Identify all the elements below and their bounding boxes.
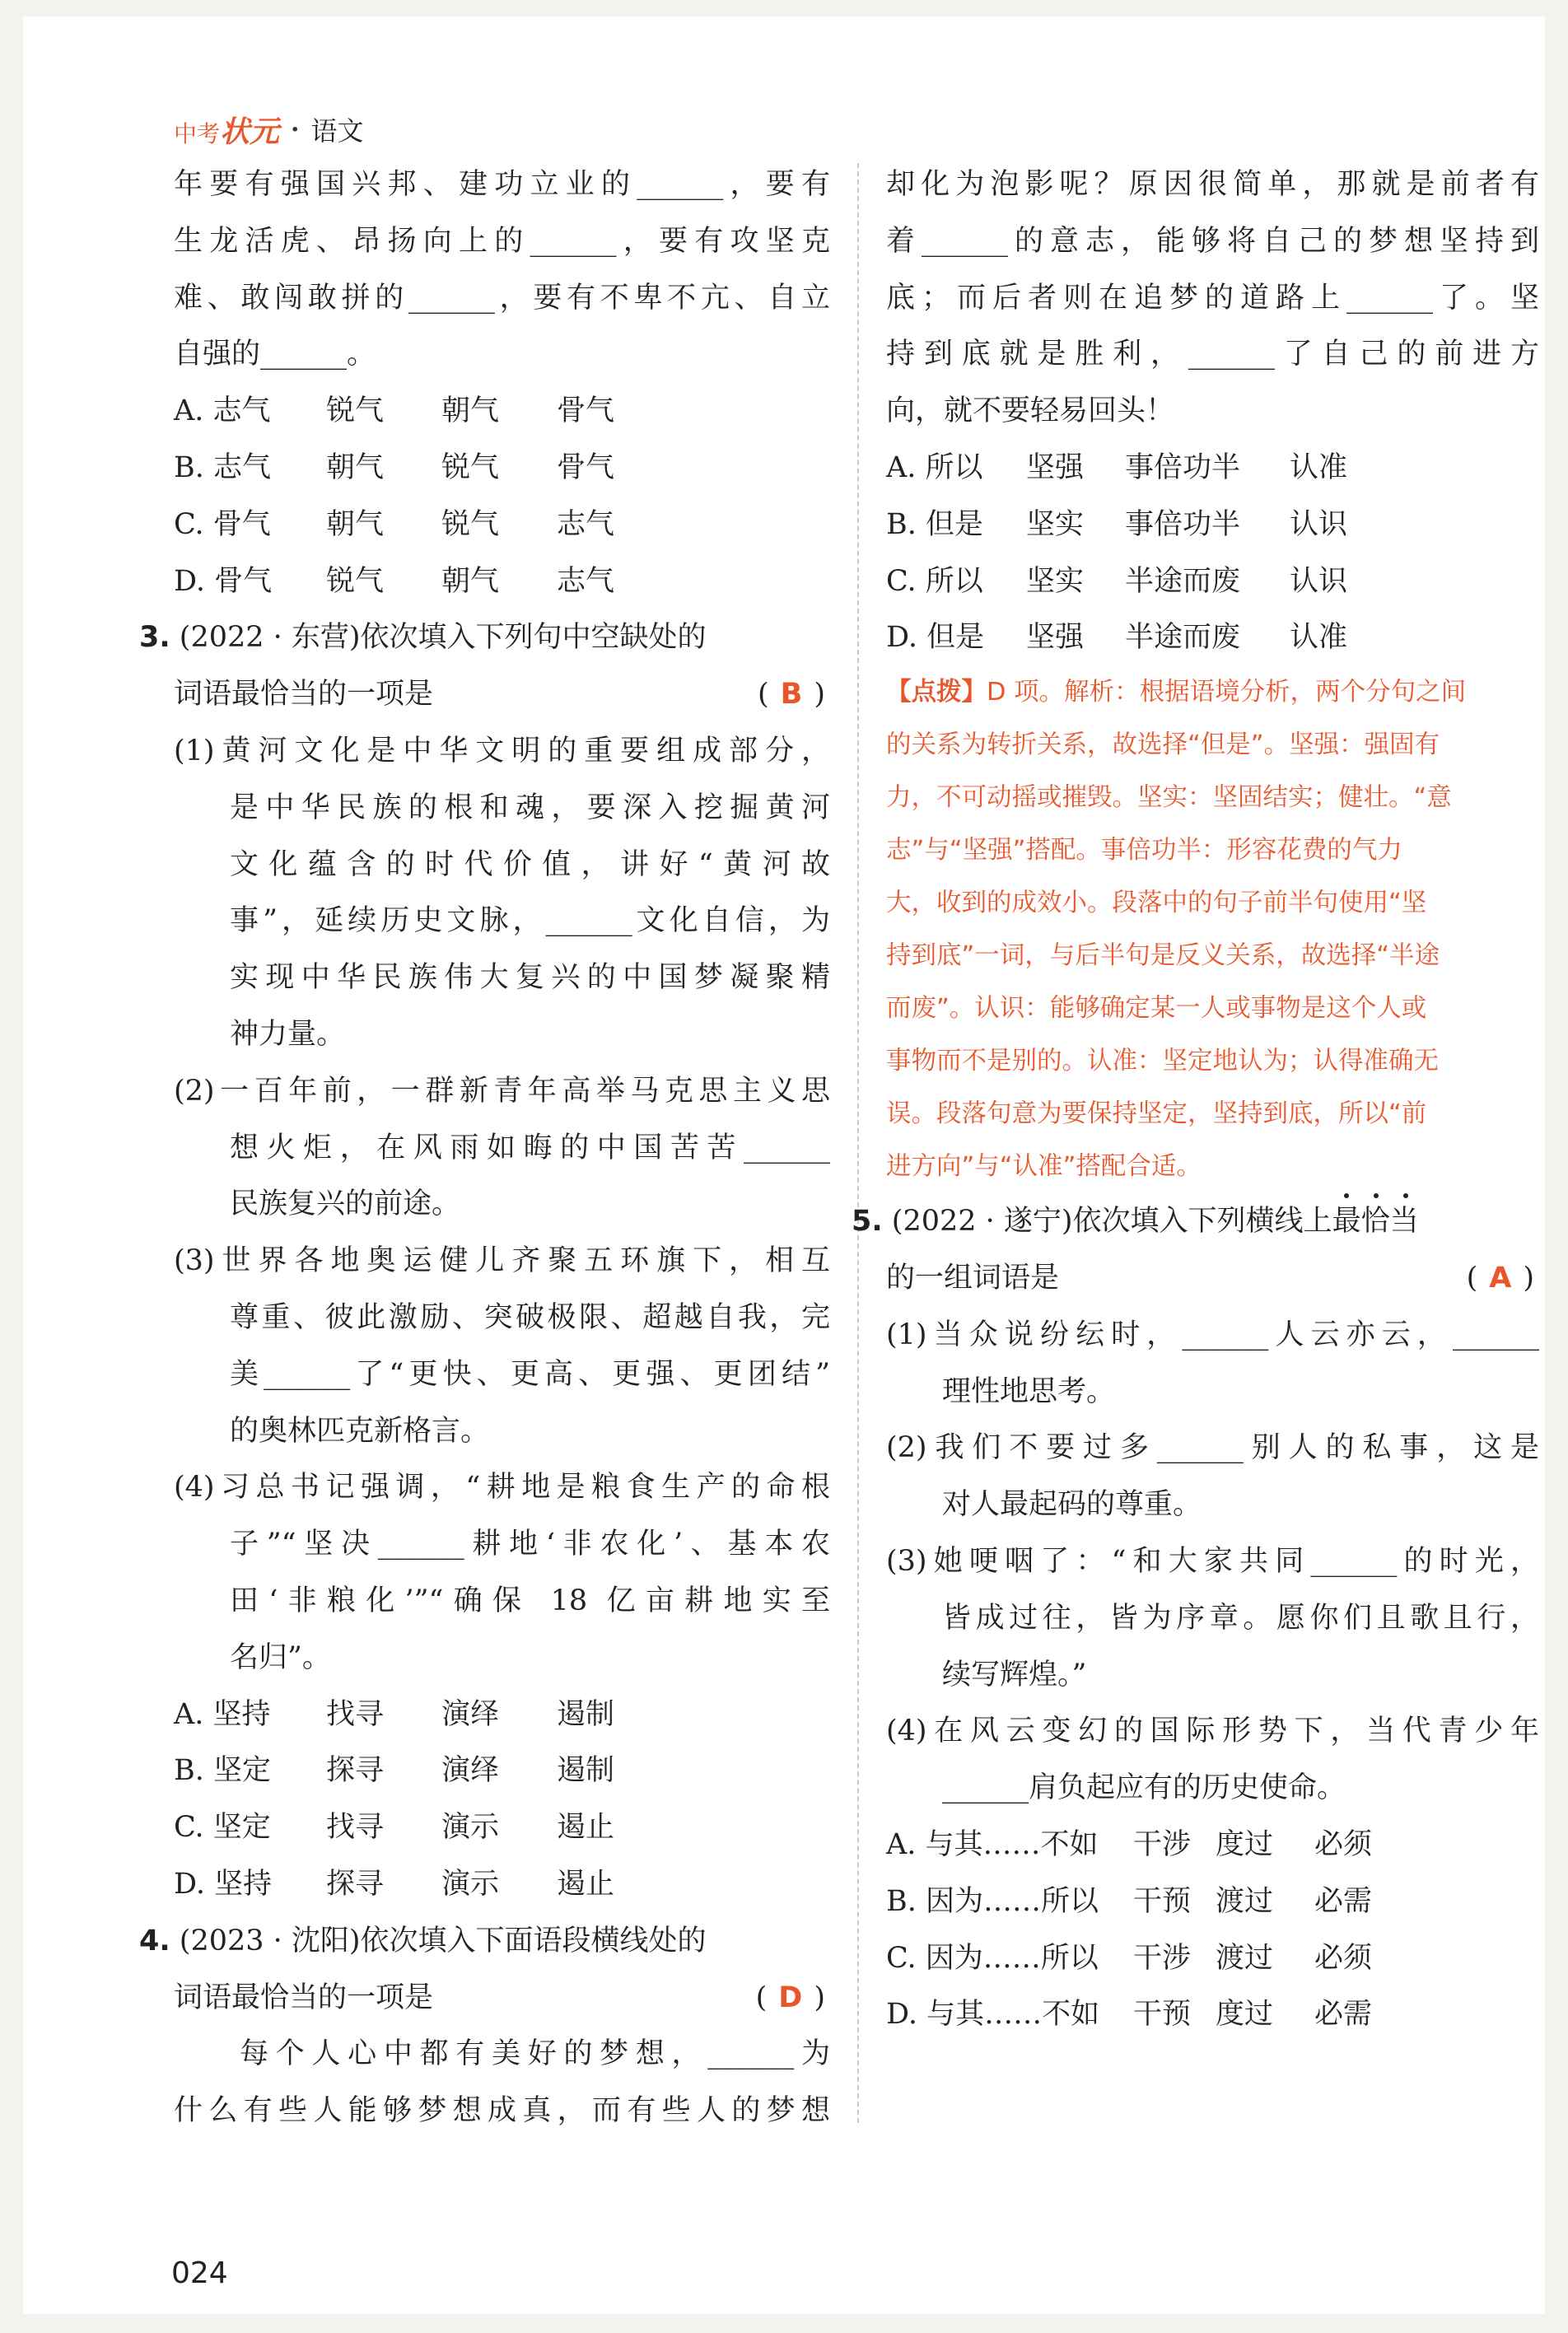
left-column	[139, 156, 830, 2139]
page-header	[174, 109, 364, 150]
q5-item-line: (1)当众说纷纭时，______人云亦云，______	[886, 1318, 1539, 1351]
column-divider	[857, 163, 859, 2123]
q2-stem-line: 难、敢闯敢拼的______，要有不卑不亢、自立	[174, 281, 830, 315]
tip-label: 【点拨】	[886, 678, 987, 707]
q4-passage-line: 向，就不要轻易回头！	[886, 394, 1175, 428]
q5-item-line: (4)在风云变幻的国际形势下，当代青少年	[886, 1715, 1539, 1748]
q3-item-line: 美______了“更快、更高、更强、更团结”	[230, 1357, 830, 1391]
q5-title: 5. (2022 · 遂宁)依次填入下列横线上最恰当	[852, 1193, 1539, 1250]
q3-item-line: 田‘非粮化’”“确保 18 亿亩耕地实至	[230, 1584, 830, 1617]
q4-option-b[interactable]: B. 但是 坚实 事倍功半 认识	[886, 507, 1348, 541]
tip-line: 志”与“坚强”搭配。事倍功半：形容花费的气力	[886, 836, 1402, 866]
q3-option-a[interactable]: A. 坚持 找寻 演绎 遏制	[174, 1697, 615, 1731]
q5-item-line: (3)她哽咽了：“和大家共同______的时光，	[886, 1544, 1539, 1578]
tip-line: 而废”。认识：能够确定某一人或事物是这个人或	[886, 994, 1427, 1024]
q3-title-line2: 词语最恰当的一项是 ( B )	[174, 666, 830, 723]
q3-item-line: (2)一百年前，一群新青年高举马克思主义思	[174, 1074, 830, 1108]
q3-item-line: (4)习总书记强调，“耕地是粮食生产的命根	[174, 1471, 830, 1505]
tip-line: 力，不可动摇或摧毁。坚实：坚固结实；健壮。“意	[886, 783, 1452, 813]
q3-item-line: 民族复兴的前途。	[230, 1187, 461, 1221]
q3-item-line: 的奥林匹克新格言。	[230, 1414, 490, 1448]
q5-option-c[interactable]: C. 因为……所以 干涉 渡过 必须	[886, 1941, 1373, 1975]
q3-item-line: 神力量。	[230, 1017, 346, 1051]
page-number: 024	[171, 2256, 228, 2290]
q4-option-c[interactable]: C. 所以 坚实 半途而废 认识	[886, 564, 1348, 598]
q2-stem-line: 生龙活虎、昂扬向上的______，要有攻坚克	[174, 224, 830, 258]
tip-line: 的关系为转折关系，故选择“但是”。坚强：强固有	[886, 730, 1440, 760]
q2-option-c[interactable]: C. 骨气 朝气 锐气 志气	[174, 507, 615, 541]
q4-passage-line: 持到底就是胜利，______了自己的前进方	[886, 338, 1539, 371]
q4-tip-block	[886, 666, 1539, 1193]
q4-passage-line: 底；而后者则在追梦的道路上______了。坚	[886, 281, 1539, 315]
tip-line: 进方向”与“认准”搭配合适。	[886, 1152, 1202, 1182]
q5-option-a[interactable]: A. 与其……不如 干涉 度过 必须	[886, 1827, 1373, 1861]
q5-number: 5.	[852, 1205, 883, 1239]
q4-passage-line: 着______的意志，能够将自己的梦想坚持到	[886, 224, 1539, 258]
q5-title-line2: 的一组词语是 ( A )	[886, 1250, 1539, 1307]
q4-passage-line: 却化为泡影呢？原因很简单，那就是前者有	[886, 168, 1539, 201]
q2-stem-line: 年要有强国兴邦、建功立业的______，要有	[174, 168, 830, 201]
tip-line: 大，收到的成效小。段落中的句子前半句使用“坚	[886, 889, 1427, 918]
q4-title: 4. (2023 · 沈阳)依次填入下面语段横线处的	[139, 1924, 707, 1957]
q5-option-b[interactable]: B. 因为……所以 干预 渡过 必需	[886, 1884, 1373, 1918]
q2-stem-line: 自强的______。	[174, 338, 376, 371]
tip-line: 误。段落句意为要保持坚定，坚持到底，所以“前	[886, 1099, 1427, 1129]
q3-title: 3. (2022 · 东营)依次填入下列句中空缺处的	[139, 621, 707, 655]
q3-item-line: 名归”。	[230, 1640, 331, 1674]
q5-item-line: 理性地思考。	[942, 1374, 1116, 1408]
q2-option-b[interactable]: B. 志气 朝气 锐气 骨气	[174, 450, 615, 484]
q3-item-line: 想火炬，在风雨如晦的中国苦苦______	[230, 1131, 830, 1164]
q5-option-d[interactable]: D. 与其……不如 干预 度过 必需	[886, 1998, 1373, 2032]
q2-option-d[interactable]: D. 骨气 锐气 朝气 志气	[174, 564, 615, 598]
header-separator: ·	[291, 114, 300, 144]
q3-item-line: 尊重、彼此激励、突破极限、超越自我，完	[230, 1300, 830, 1334]
q3-option-b[interactable]: B. 坚定 探寻 演绎 遏制	[174, 1754, 615, 1788]
q4-passage-line: 什么有些人能够梦想成真，而有些人的梦想	[174, 2094, 830, 2128]
q3-answer: ( B )	[758, 678, 825, 712]
q3-item-line: 文化蕴含的时代价值，讲好“黄河故	[230, 847, 830, 881]
q3-option-c[interactable]: C. 坚定 找寻 演示 遏止	[174, 1811, 615, 1845]
q4-option-d[interactable]: D. 但是 坚强 半途而废 认准	[886, 621, 1348, 655]
q3-item-line: (3)世界各地奥运健儿齐聚五环旗下，相互	[174, 1244, 830, 1278]
q3-option-d[interactable]: D. 坚持 探寻 演示 遏止	[174, 1867, 615, 1901]
q4-title-line2: 词语最恰当的一项是 ( D )	[174, 1970, 830, 2027]
tip-line: 持到底”一词，与后半句是反义关系，故选择“半途	[886, 941, 1440, 971]
q2-option-a[interactable]: A. 志气 锐气 朝气 骨气	[174, 394, 615, 428]
q3-item-line: 是中华民族的根和魂，要深入挖掘黄河	[230, 791, 830, 824]
q5-item-line: 续写辉煌。”	[942, 1658, 1087, 1691]
tip-line: 事物而不是别的。认准：坚定地认为；认得准确无	[886, 1047, 1439, 1076]
q5-answer: ( A )	[1466, 1261, 1534, 1295]
q4-number: 4.	[139, 1924, 170, 1957]
q5-item-line: 对人最起码的尊重。	[942, 1488, 1202, 1522]
q3-item-line: 实现中华民族伟大复兴的中国梦凝聚精	[230, 961, 830, 995]
q3-number: 3.	[139, 621, 170, 655]
q4-answer: ( D )	[755, 1981, 825, 2014]
emphasis-dots: 最恰当	[1332, 1205, 1419, 1238]
brand-logo: 中考 状元	[174, 114, 280, 149]
q4-passage-line: 每个人心中都有美好的梦想，______为	[240, 2037, 830, 2071]
subject-title: 语文	[310, 115, 364, 147]
q3-item-line: 子”“坚决______耕地‘非农化’、基本农	[230, 1528, 830, 1561]
q4-option-a[interactable]: A. 所以 坚强 事倍功半 认准	[886, 450, 1348, 484]
q5-item-line: 皆成过往，皆为序章。愿你们且歌且行，	[942, 1601, 1539, 1635]
tip-line: 【点拨】D 项。解析：根据语境分析，两个分句之间	[886, 678, 1467, 707]
q3-item-line: 事”，延续历史文脉，______文化自信，为	[230, 904, 830, 938]
q3-item-line: (1)黄河文化是中华文明的重要组成部分，	[174, 734, 830, 768]
q5-item-line: ______肩负起应有的历史使命。	[942, 1771, 1346, 1805]
right-column	[852, 156, 1539, 2043]
page-sheet	[23, 16, 1545, 2314]
q5-item-line: (2)我们不要过多______别人的私事，这是	[886, 1431, 1539, 1465]
